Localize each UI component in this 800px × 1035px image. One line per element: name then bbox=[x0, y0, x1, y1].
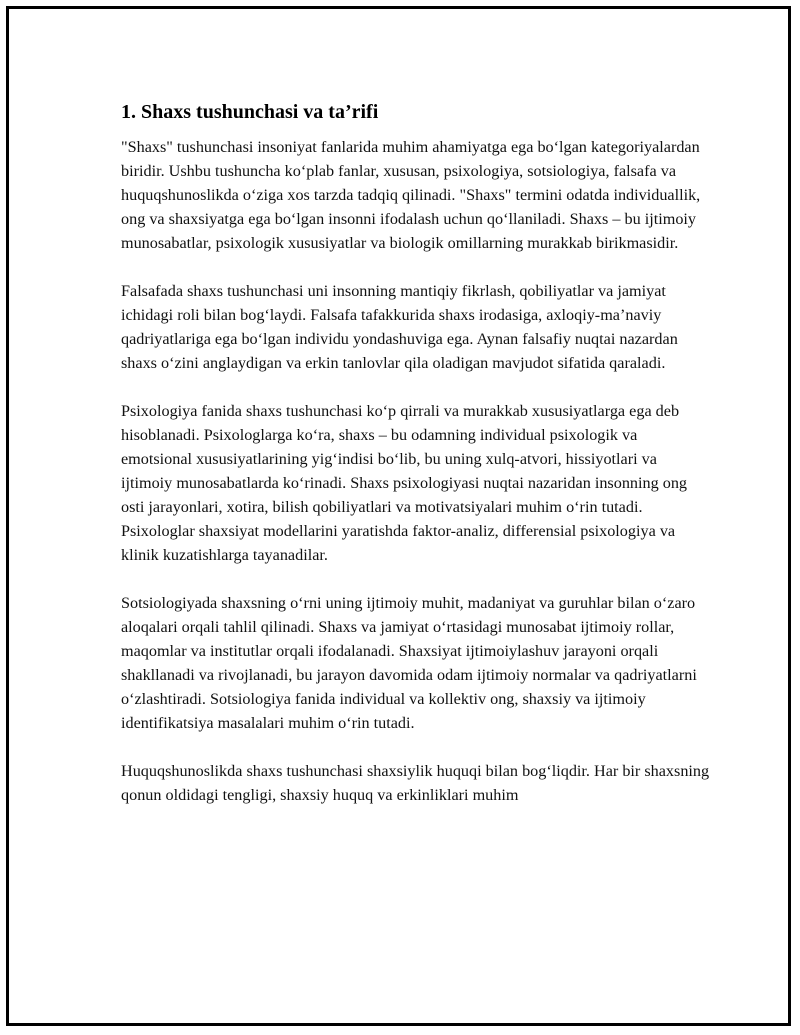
section-heading: 1. Shaxs tushunchasi va ta’rifi bbox=[121, 101, 379, 123]
document-content bbox=[121, 99, 711, 831]
paragraph-introduction: "Shaxs" tushunchasi insoniyat fanlarida muhim ahamiyatga ega bo‘lgan kategoriyalardan biridir. Ushbu tushuncha ko‘plab fanlar, xususan, psixologiya, sotsiologiya, falsafa va huquqshunoslikda o‘ziga xos tarzda tadqiq qilinadi. "Shaxs" termini odatda individuallik, ong va shaxsiyatga ega bo‘lgan insonni ifodalash uchun qo‘llaniladi. Shaxs – bu ijtimoiy munosabatlar, psixologik xususiyatlar va biologik omillarning murakkab birikmasidir. bbox=[121, 138, 701, 252]
paragraph-sociology: Sotsiologiyada shaxsning o‘rni uning ijtimoiy muhit, madaniyat va guruhlar bilan o‘zaro aloqalari orqali tahlil qilinadi. Shaxs va jamiyat o‘rtasidagi munosabat ijtimoiy rollar, maqomlar va institutlar orqali ifodalanadi. Shaxsiyat ijtimoiylashuv jarayoni orqali shakllanadi va rivojlanadi, bu jarayon davomida odam ijtimoiy normalar va qadriyatlarni o‘zlashtiradi. Sotsiologiya fanida individual va kollektiv ong, shaxsiy va ijtimoiy identifikatsiya masalalari muhim o‘rin tutadi. bbox=[121, 594, 697, 732]
paragraph-psychology: Psixologiya fanida shaxs tushunchasi ko‘p qirrali va murakkab xususiyatlarga ega deb hisoblanadi. Psixologlarga ko‘ra, shaxs – bu odamning individual psixologik va emotsional xususiyatlarining yig‘indisi bo‘lib, bu uning xulq-atvori, hissiyotlari va ijtimoiy munosabatlarda ko‘rinadi. Shaxs psixologiyasi nuqtai nazaridan insonning ong osti jarayonlari, xotira, bilish qobiliyatlari va motivatsiyalari muhim o‘rin tutadi. Psixologlar shaxsiyat modellarini yaratishda faktor-analiz, differensial psixologiya va klinik kuzatishlarga tayanadilar. bbox=[121, 402, 688, 564]
document-page bbox=[6, 6, 791, 1026]
paragraph-law: Huquqshunoslikda shaxs tushunchasi shaxsiylik huquqi bilan bog‘liqdir. Har bir shaxsning qonun oldidagi tengligi, shaxsiy huquq va erkinliklari muhim bbox=[121, 762, 710, 804]
paragraph-philosophy: Falsafada shaxs tushunchasi uni insonning mantiqiy fikrlash, qobiliyatlar va jamiyat ichidagi roli bilan bog‘laydi. Falsafa tafakkurida shaxs irodasiga, axloqiy-ma’naviy qadriyatlariga ega bo‘lgan individu yondashuviga ega. Aynan falsafiy nuqtai nazardan shaxs o‘zini anglaydigan va erkin tanlovlar qila oladigan mavjudot sifatida qaraladi. bbox=[121, 282, 678, 372]
